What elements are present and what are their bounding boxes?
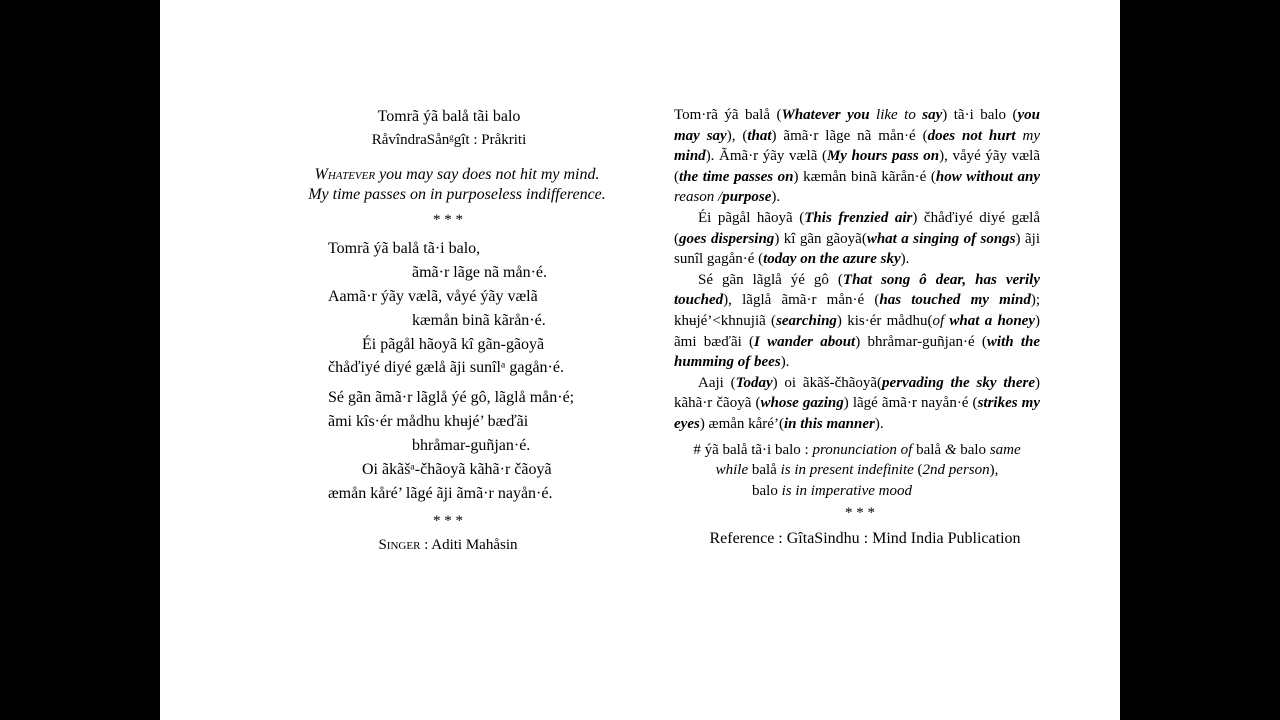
verse-line: ãmi kîs·ér mådhu khʉjé’ bæďãi — [328, 413, 529, 430]
verse-line: kæmån binã kãrån·é. — [412, 312, 546, 329]
footnote-line-1: # ýã balå tã·i balo : pronunciation of balå & balo same — [693, 442, 1021, 458]
song-subtitle: RåvîndraSånᵍgît : Pråkriti — [371, 132, 527, 148]
verse-line: Tomrã ýã balå tã·i balo, — [328, 240, 481, 257]
stars-divider: * * * — [433, 513, 463, 529]
intro-line-1-rest: you may say does not hit my mind. — [375, 166, 600, 183]
stars-divider: * * * — [845, 505, 875, 521]
stars-divider: * * * — [433, 212, 463, 228]
verse-line: Éi pãgål hãoyã kî gãn-gãoyã — [362, 336, 545, 353]
translation-paragraph: Sé gãn lãglå ýé gô (That song ô dear, has verily touched), lãglå ãmã·r mån·é (has touched my mind); khʉjé’<khnujiã (searching) kis·ér mådhu(of what a honey) ãmi bæďãi (I wander about) bhråmar-guñjan·é (with the humming of bees). — [674, 271, 1041, 371]
verse-line: čhåďiyé diyé gælå ãji sunîlᵃ gagån·é. — [328, 359, 564, 376]
footnote-line-3: balo is in imperative mood — [752, 483, 912, 499]
verse-line: Oi ãkãšᵃ-čhãoyã kãhã·r čãoyã — [362, 461, 552, 478]
document-page — [160, 0, 1120, 720]
verse-line: Sé gãn ãmã·r lãglå ýé gô, lãglå mån·é; — [328, 389, 575, 406]
verse-line: Aamã·r ýãy vælã, våyé ýãy vælã — [328, 288, 538, 305]
translation-paragraph: Éi pãgål hãoyã (This frenzied air) čhåďiyé diyé gælå (goes dispersing) kî gãn gãoyã(what a singing of songs) ãji sunîl gagån·é (today on the azure sky). — [674, 209, 1040, 268]
translation-paragraph: Tom·rã ýã balå (Whatever you like to say) tã·i balo (you may say), (that) ãmã·r lãge nã mån·é (does not hurt my mind). Ãmã·r ýãy vælã (My hours pass on), våyé ýãy vælã (the time passes on) kæmån binã kãrån·é (how without any reason /purpose). — [674, 107, 1041, 206]
translation-block — [674, 105, 1040, 435]
verse-line: æmån kåré’ lãgé ãji ãmã·r nayån·é. — [328, 485, 553, 502]
singer-name: : Aditi Mahåsin — [420, 537, 518, 553]
singer-label: Singer — [378, 537, 421, 553]
singer-credit — [330, 537, 566, 554]
intro-line-1 — [270, 166, 644, 184]
song-title: Tomrã ýã balå tãi balo — [377, 108, 521, 125]
reference-line: Reference : GîtaSindhu : Mind India Publication — [709, 530, 1021, 547]
footnote-line-2: while balå is in present indefinite (2nd person), — [715, 462, 999, 478]
intro-smallcaps: Whatever — [314, 166, 376, 183]
verse-line: bhråmar-guñjan·é. — [412, 437, 531, 454]
verse-line: ãmã·r lãge nã mån·é. — [412, 264, 548, 281]
translation-paragraph: Aaji (Today) oi ãkãš-čhãoyã(pervading the sky there) kãhã·r čãoyã (whose gazing) lãgé ãmã·r nayån·é (strikes my eyes) æmån kåré’(in this manner). — [674, 374, 1041, 432]
intro-line-2: My time passes on in purposeless indifference. — [308, 186, 606, 203]
